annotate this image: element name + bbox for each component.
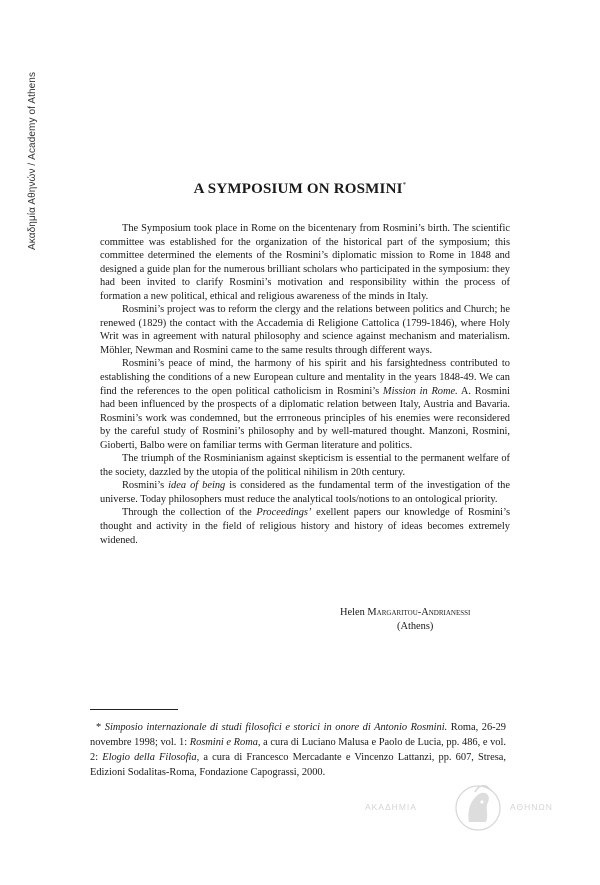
- footnote-divider: [90, 709, 178, 710]
- author-name: [340, 606, 520, 620]
- article-body: [100, 222, 510, 547]
- italic-text-run: Rosmini e Roma,: [189, 737, 261, 748]
- paragraph: [100, 506, 510, 547]
- author-first-name: Helen: [340, 607, 365, 618]
- text-run: A. Rosmini had been influenced by the prospects of a diplomatic relation between Italy, Austria and Bavaria. Rosmini’s work was condemned, but the errroneous principles of his enemies were reconsidered by the careful study of Rosmini’s philosophy and by well-matured thought. Manzoni, Rosmini, Gioberti, Balbo were on familiar terms with German literature and politics.: [100, 385, 510, 451]
- athena-seal-icon: [453, 778, 503, 838]
- title-footnote-mark: *: [402, 181, 407, 189]
- watermark-left-text: ΑΚΑΔΗΜΙΑ: [365, 802, 417, 812]
- paragraph: [100, 303, 510, 357]
- footnote: [90, 720, 506, 780]
- text-run: Rosmini’s peace of mind, the harmony of his spirit and his farsightedness contributed to establishing the conditions of a new European culture and mentality in the years 1848-49. We can find the references to the open political catholicism in Rosmini’s: [100, 358, 510, 397]
- text-run: a cura di Luciano Malusa e Paolo de Lucia, pp. 486, e vol. 2:: [90, 737, 506, 763]
- italic-text-run: Proceedings’: [256, 507, 312, 519]
- paragraph: [100, 452, 510, 479]
- side-archive-label: Ακαδημία Αθηνών / Academy of Athens: [27, 71, 38, 250]
- paragraph: [100, 222, 510, 303]
- author-surname: Margaritou-Andrianessi: [367, 607, 471, 618]
- paragraph: [100, 357, 510, 452]
- text-run: The triumph of the Rosminianism against skepticism is essential to the permanent welfare of the society, dazzled by the utopia of the political nihilism in 20th century.: [100, 453, 510, 478]
- italic-text-run: Mission in Rome.: [382, 385, 458, 397]
- text-run: a cura di Francesco Mercadante e Vincenzo Lattanzi, pp. 607, Stresa, Edizioni Sodalitas-Roma, Fondazione Capograssi, 2000.: [90, 752, 507, 778]
- title-text: A SYMPOSIUM ON ROSMINI: [193, 181, 403, 197]
- italic-text-run: idea of being: [168, 480, 226, 492]
- italic-text-run: Simposio internazionale di studi filosofici e storici in onore di Antonio Rosmini.: [104, 722, 448, 733]
- text-run: Roma, 26-29 novembre 1998; vol. 1:: [90, 722, 507, 748]
- text-run: Rosmini’s: [122, 480, 169, 492]
- text-run: The Symposium took place in Rome on the bicentenary from Rosmini’s birth. The scientific committee was established for the organization of the historical part of the symposium; this committee determined the elements of the Rosmini’s diplomatic mission to Rome in 1848 and designed a guide plan for the numerous brilliant scholars who participated in the symposium: they had been invited to clarify Rosmini’s motivation and responsibility within the process of formation a new political, ethical and religious awareness of the minds in Italy.: [100, 223, 510, 302]
- paragraph: [100, 479, 510, 506]
- watermark-right-text: ΑΘΗΝΩΝ: [510, 802, 553, 812]
- academy-watermark: [365, 778, 565, 838]
- text-run: exellent papers our knowledge of Rosmini’s thought and activity in the field of religious history and history of ideas becomes extremely widened.: [100, 507, 510, 546]
- text-run: Rosmini’s project was to reform the clergy and the relations between politics and Church; he renewed (1829) the contact with the Accademia di Religione Cattolica (1799-1846), where Holy Writ was in agreement with natural philosophy and science against mechanism and materialism. Möhler, Newman and Rosmini came to the same results through different ways.: [100, 304, 510, 356]
- text-run: *: [96, 722, 105, 733]
- author-signature: [340, 606, 520, 634]
- italic-text-run: Elogio della Filosofia,: [102, 752, 200, 763]
- author-place: (Athens): [397, 621, 434, 632]
- text-run: Through the collection of the: [122, 507, 257, 519]
- footnote-text: [90, 722, 506, 778]
- page-title: [0, 181, 600, 198]
- text-run: is considered as the fundamental term of the investigation of the universe. Today philosophers must reduce the analytical tools/notions to an ontological priority.: [100, 480, 510, 505]
